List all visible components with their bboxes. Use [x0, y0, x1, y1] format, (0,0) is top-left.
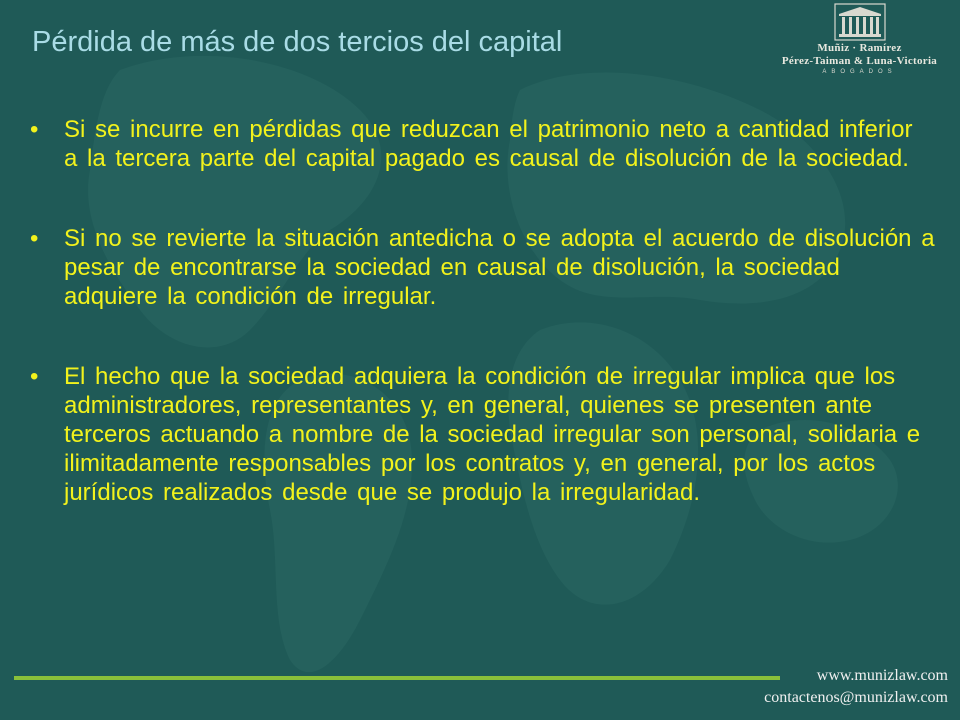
- bullet-item: [30, 362, 935, 507]
- columns-emblem-icon: [833, 2, 887, 42]
- bullet-item: [30, 224, 935, 311]
- bullet-marker: •: [30, 116, 39, 143]
- bullet-marker: •: [30, 225, 39, 252]
- firm-logo: [772, 2, 947, 84]
- footer-email: contactenos@munizlaw.com: [764, 689, 948, 706]
- footer-website: www.munizlaw.com: [816, 667, 948, 684]
- logo-firm-name-line1: Muñiz · Ramírez: [817, 42, 902, 54]
- logo-firm-name-line2: Pérez-Taiman & Luna-Victoria: [781, 55, 938, 67]
- slide-title: Pérdida de más de dos tercios del capital: [32, 26, 563, 58]
- bullet-text: Si no se revierte la situación antedicha o se adopta el acuerdo de disolución a pesar de encontrarse la sociedad en causal de disolución, la sociedad adquiere la condición de irregular.: [64, 225, 935, 310]
- logo-tagline: ABOGADOS: [822, 69, 897, 75]
- bullet-item: [30, 115, 935, 173]
- bullet-list: [30, 115, 935, 507]
- bullet-marker: •: [30, 363, 39, 390]
- bullet-text: El hecho que la sociedad adquiera la condición de irregular implica que los administradores, representantes y, en general, quienes se presenten ante terceros actuando a nombre de la sociedad irregular son personal, solidaria e ilimitadamente responsables por los contratos y, en general, por los actos jurídicos realizados desde que se produjo la irregularidad.: [64, 363, 921, 506]
- footer-divider: [14, 676, 780, 680]
- bullet-text: Si se incurre en pérdidas que reduzcan el patrimonio neto a cantidad inferior a la tercera parte del capital pagado es causal de disolución de la sociedad.: [64, 116, 913, 172]
